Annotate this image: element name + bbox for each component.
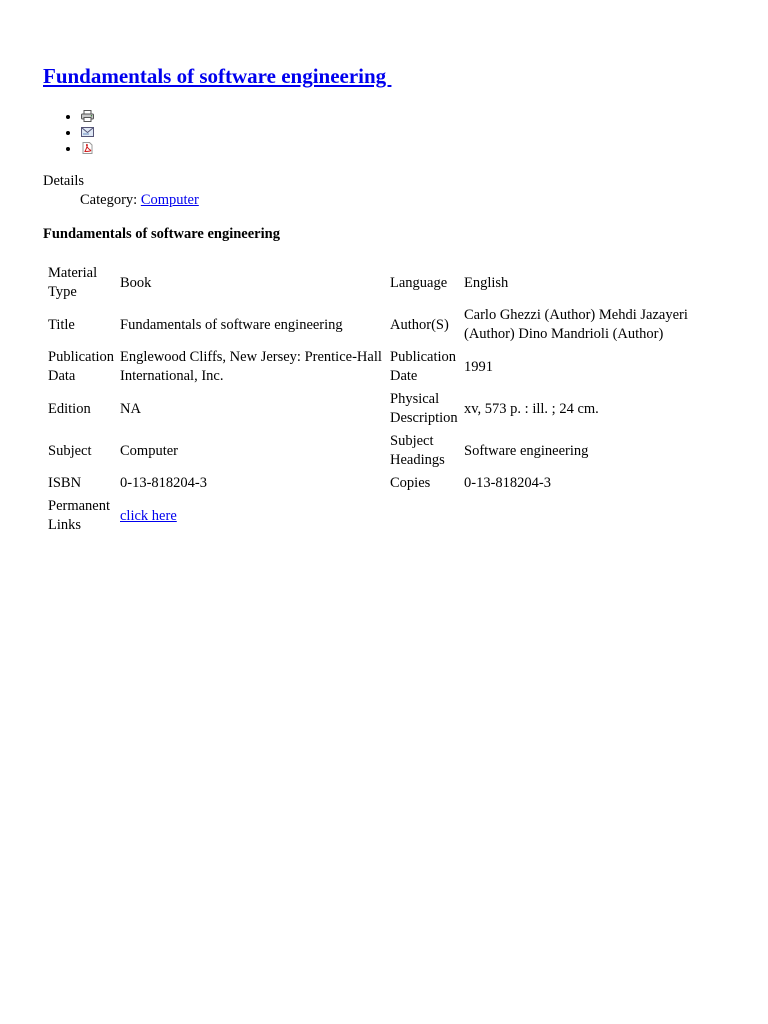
table-row [47, 389, 701, 429]
category-link[interactable]: Computer [140, 192, 199, 208]
page-title [43, 64, 391, 89]
field-value: Englewood Cliffs, New Jersey: Prentice-Hall International, Inc. [120, 349, 382, 384]
field-label: Author(S) [390, 316, 449, 333]
pdf-icon[interactable] [81, 142, 94, 154]
field-value: Carlo Ghezzi (Author) Mehdi Jazayeri (Author) Dino Mandrioli (Author) [464, 307, 688, 342]
field-value [119, 496, 387, 536]
category-label: Category: [80, 192, 141, 208]
field-label: ISBN [48, 475, 82, 491]
table-row [47, 431, 701, 471]
field-value: xv, 573 p. : ill. ; 24 cm. [464, 400, 599, 417]
record-heading: Fundamentals of software engineering [43, 226, 280, 242]
field-label: Publication Data [48, 349, 115, 384]
details-label: Details [43, 173, 85, 189]
field-label: Language [390, 274, 448, 291]
print-icon[interactable] [81, 110, 94, 122]
field-label: Material Type [48, 265, 98, 300]
field-value: NA [120, 400, 141, 417]
field-value: Software engineering [464, 442, 589, 459]
table-row [47, 347, 701, 387]
empty-cell [389, 496, 461, 536]
field-label: Physical Description [390, 391, 458, 426]
field-value: Computer [120, 442, 178, 459]
field-label: Publication Date [390, 349, 457, 384]
list-item-print [81, 109, 94, 125]
field-value: Fundamentals of software engineering [120, 316, 343, 333]
page-title-link[interactable]: Fundamentals of software engineering [43, 64, 392, 88]
category-line [80, 192, 199, 209]
field-label: Copies [390, 475, 431, 491]
field-value: 0-13-818204-3 [120, 475, 207, 491]
field-label: Edition [48, 400, 91, 417]
field-label: Permanent Links [48, 498, 111, 533]
table-row [47, 496, 701, 536]
table-row [47, 263, 701, 303]
empty-cell [463, 496, 701, 536]
field-value: English [464, 274, 509, 291]
field-value: 1991 [464, 358, 493, 375]
list-item-pdf [81, 141, 94, 157]
table-row [47, 473, 701, 494]
metadata-table [45, 261, 703, 538]
field-label: Subject Headings [390, 433, 445, 468]
field-value: Book [120, 274, 152, 291]
field-label: Subject [48, 442, 92, 459]
email-icon[interactable] [81, 126, 94, 138]
permanent-link[interactable]: click here [120, 507, 177, 524]
action-icons-list [43, 109, 94, 157]
field-label: Title [48, 316, 75, 333]
list-item-email [81, 125, 94, 141]
table-row [47, 305, 701, 345]
field-value: 0-13-818204-3 [464, 475, 551, 491]
